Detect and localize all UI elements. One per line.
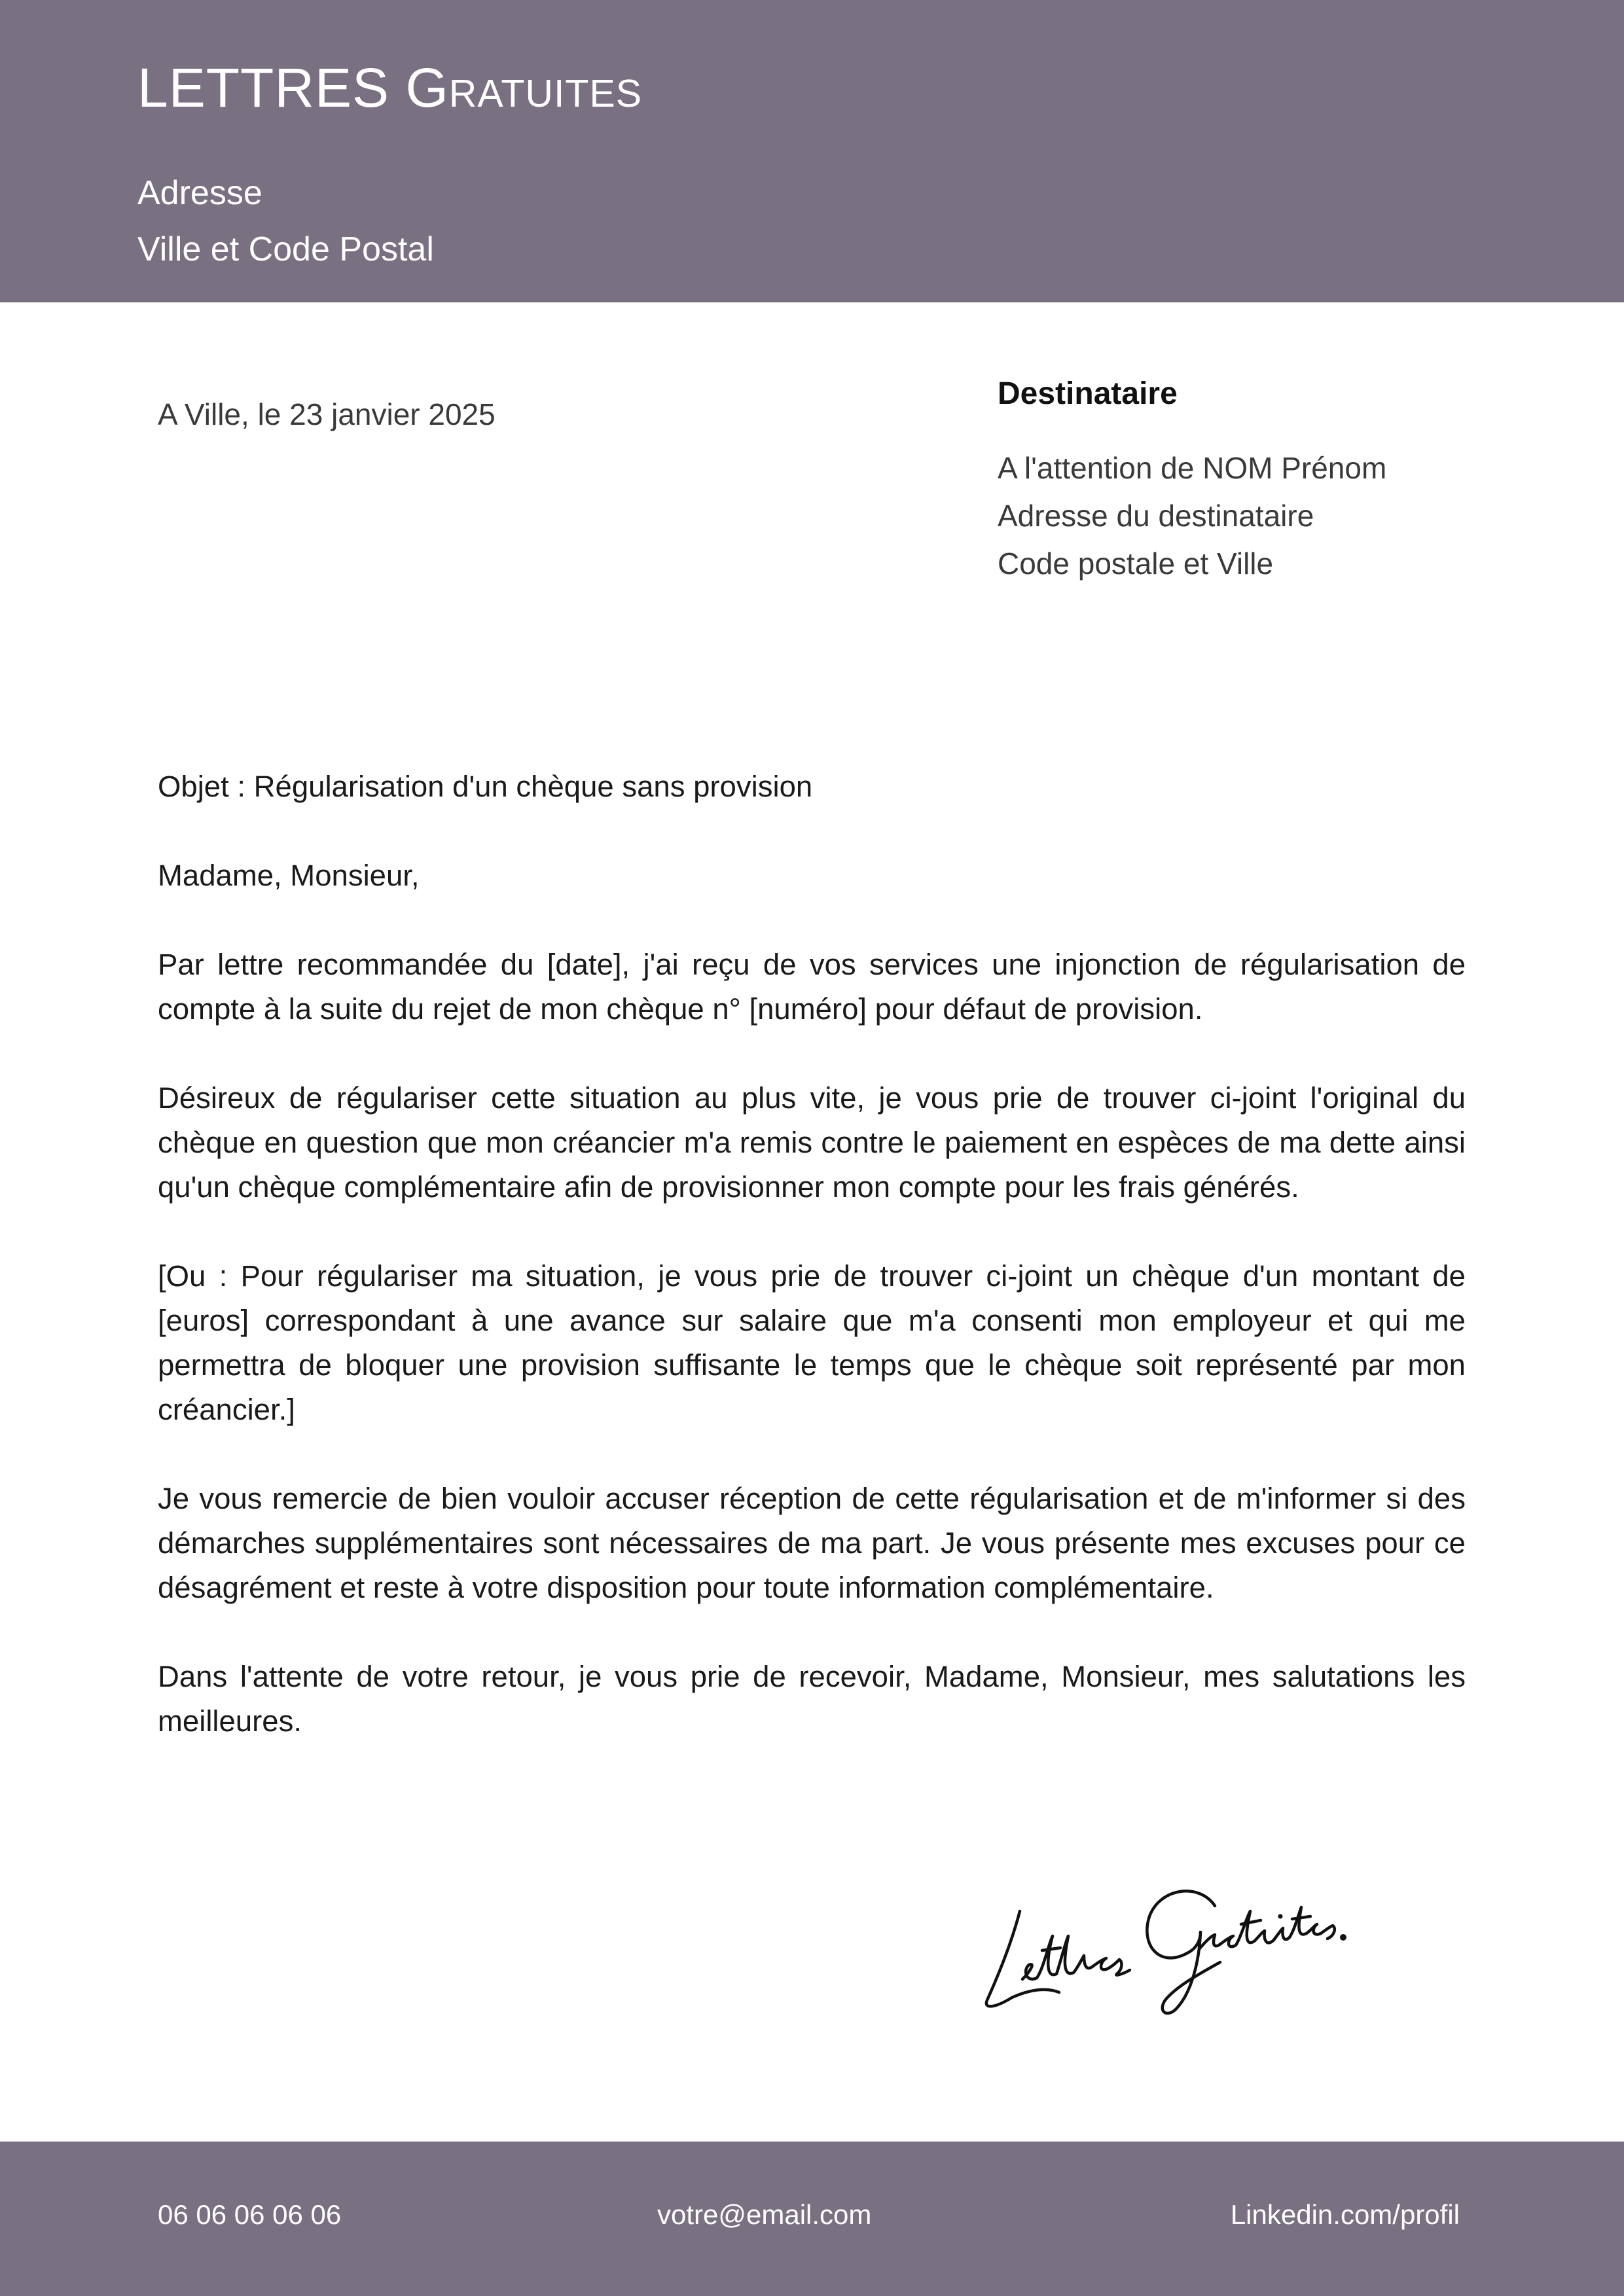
recipient-attention-line: A l'attention de NOM Prénom (998, 451, 1387, 485)
letter-paragraph: Par lettre recommandée du [date], j'ai reçu de vos services une injonction de régularisation de compte à la suite du rejet de mon chèque n° [numéro] pour défaut de provision. (158, 948, 1466, 1026)
footer-phone: 06 06 06 06 06 (158, 2199, 342, 2230)
recipient-address-line: Adresse du destinataire (998, 499, 1314, 533)
sender-name-first: LETTRES (137, 57, 390, 118)
letter-paragraph: Dans l'attente de votre retour, je vous prie de recevoir, Madame, Monsieur, mes salutations les meilleures. (158, 1660, 1466, 1738)
sender-address (137, 165, 434, 278)
letterhead-band (0, 0, 1624, 302)
letter-paragraph: [Ou : Pour régulariser ma situation, je vous prie de trouver ci-joint un chèque d'un montant de [euros] correspondant à une avance sur salaire que m'a consenti mon employeur et qui me permettra de bloquer une provision suffisante le temps que le chèque soit représenté par mon créancier.] (158, 1259, 1466, 1426)
sender-city-line: Ville et Code Postal (137, 230, 434, 268)
letter-salutation: Madame, Monsieur, (158, 859, 420, 892)
letter-body (158, 764, 1466, 1788)
footer-linkedin: Linkedin.com/profil (1230, 2199, 1460, 2230)
letter-paragraph: Je vous remercie de bien vouloir accuser réception de cette régularisation et de m'informer si des démarches supplémentaires sont nécessaires de ma part. Je vous présente mes excuses pour ce désagrément et reste à votre disposition pour toute information complémentaire. (158, 1482, 1466, 1604)
letter-paragraph: Désireux de régulariser cette situation au plus vite, je vous prie de trouver ci-joint l'original du chèque en question que mon créancier m'a remis contre le paiement en espèces de ma dette ainsi qu'un chèque complémentaire afin de provisionner mon compte pour les frais générés. (158, 1081, 1466, 1204)
footer-band (0, 2142, 1624, 2296)
recipient-title: Destinataire (998, 376, 1178, 411)
recipient-block (998, 376, 1386, 588)
letter-subject: Objet : Régularisation d'un chèque sans provision (158, 770, 813, 803)
handwritten-signature (969, 1864, 1348, 2028)
recipient-city-line: Code postale et Ville (998, 547, 1274, 581)
recipient-lines (998, 444, 1386, 588)
sender-name-second: Gratuites (405, 57, 643, 118)
sender-address-line: Adresse (137, 174, 262, 212)
footer-email: votre@email.com (657, 2199, 872, 2230)
sender-name (137, 58, 642, 118)
date-line: A Ville, le 23 janvier 2025 (158, 397, 496, 431)
